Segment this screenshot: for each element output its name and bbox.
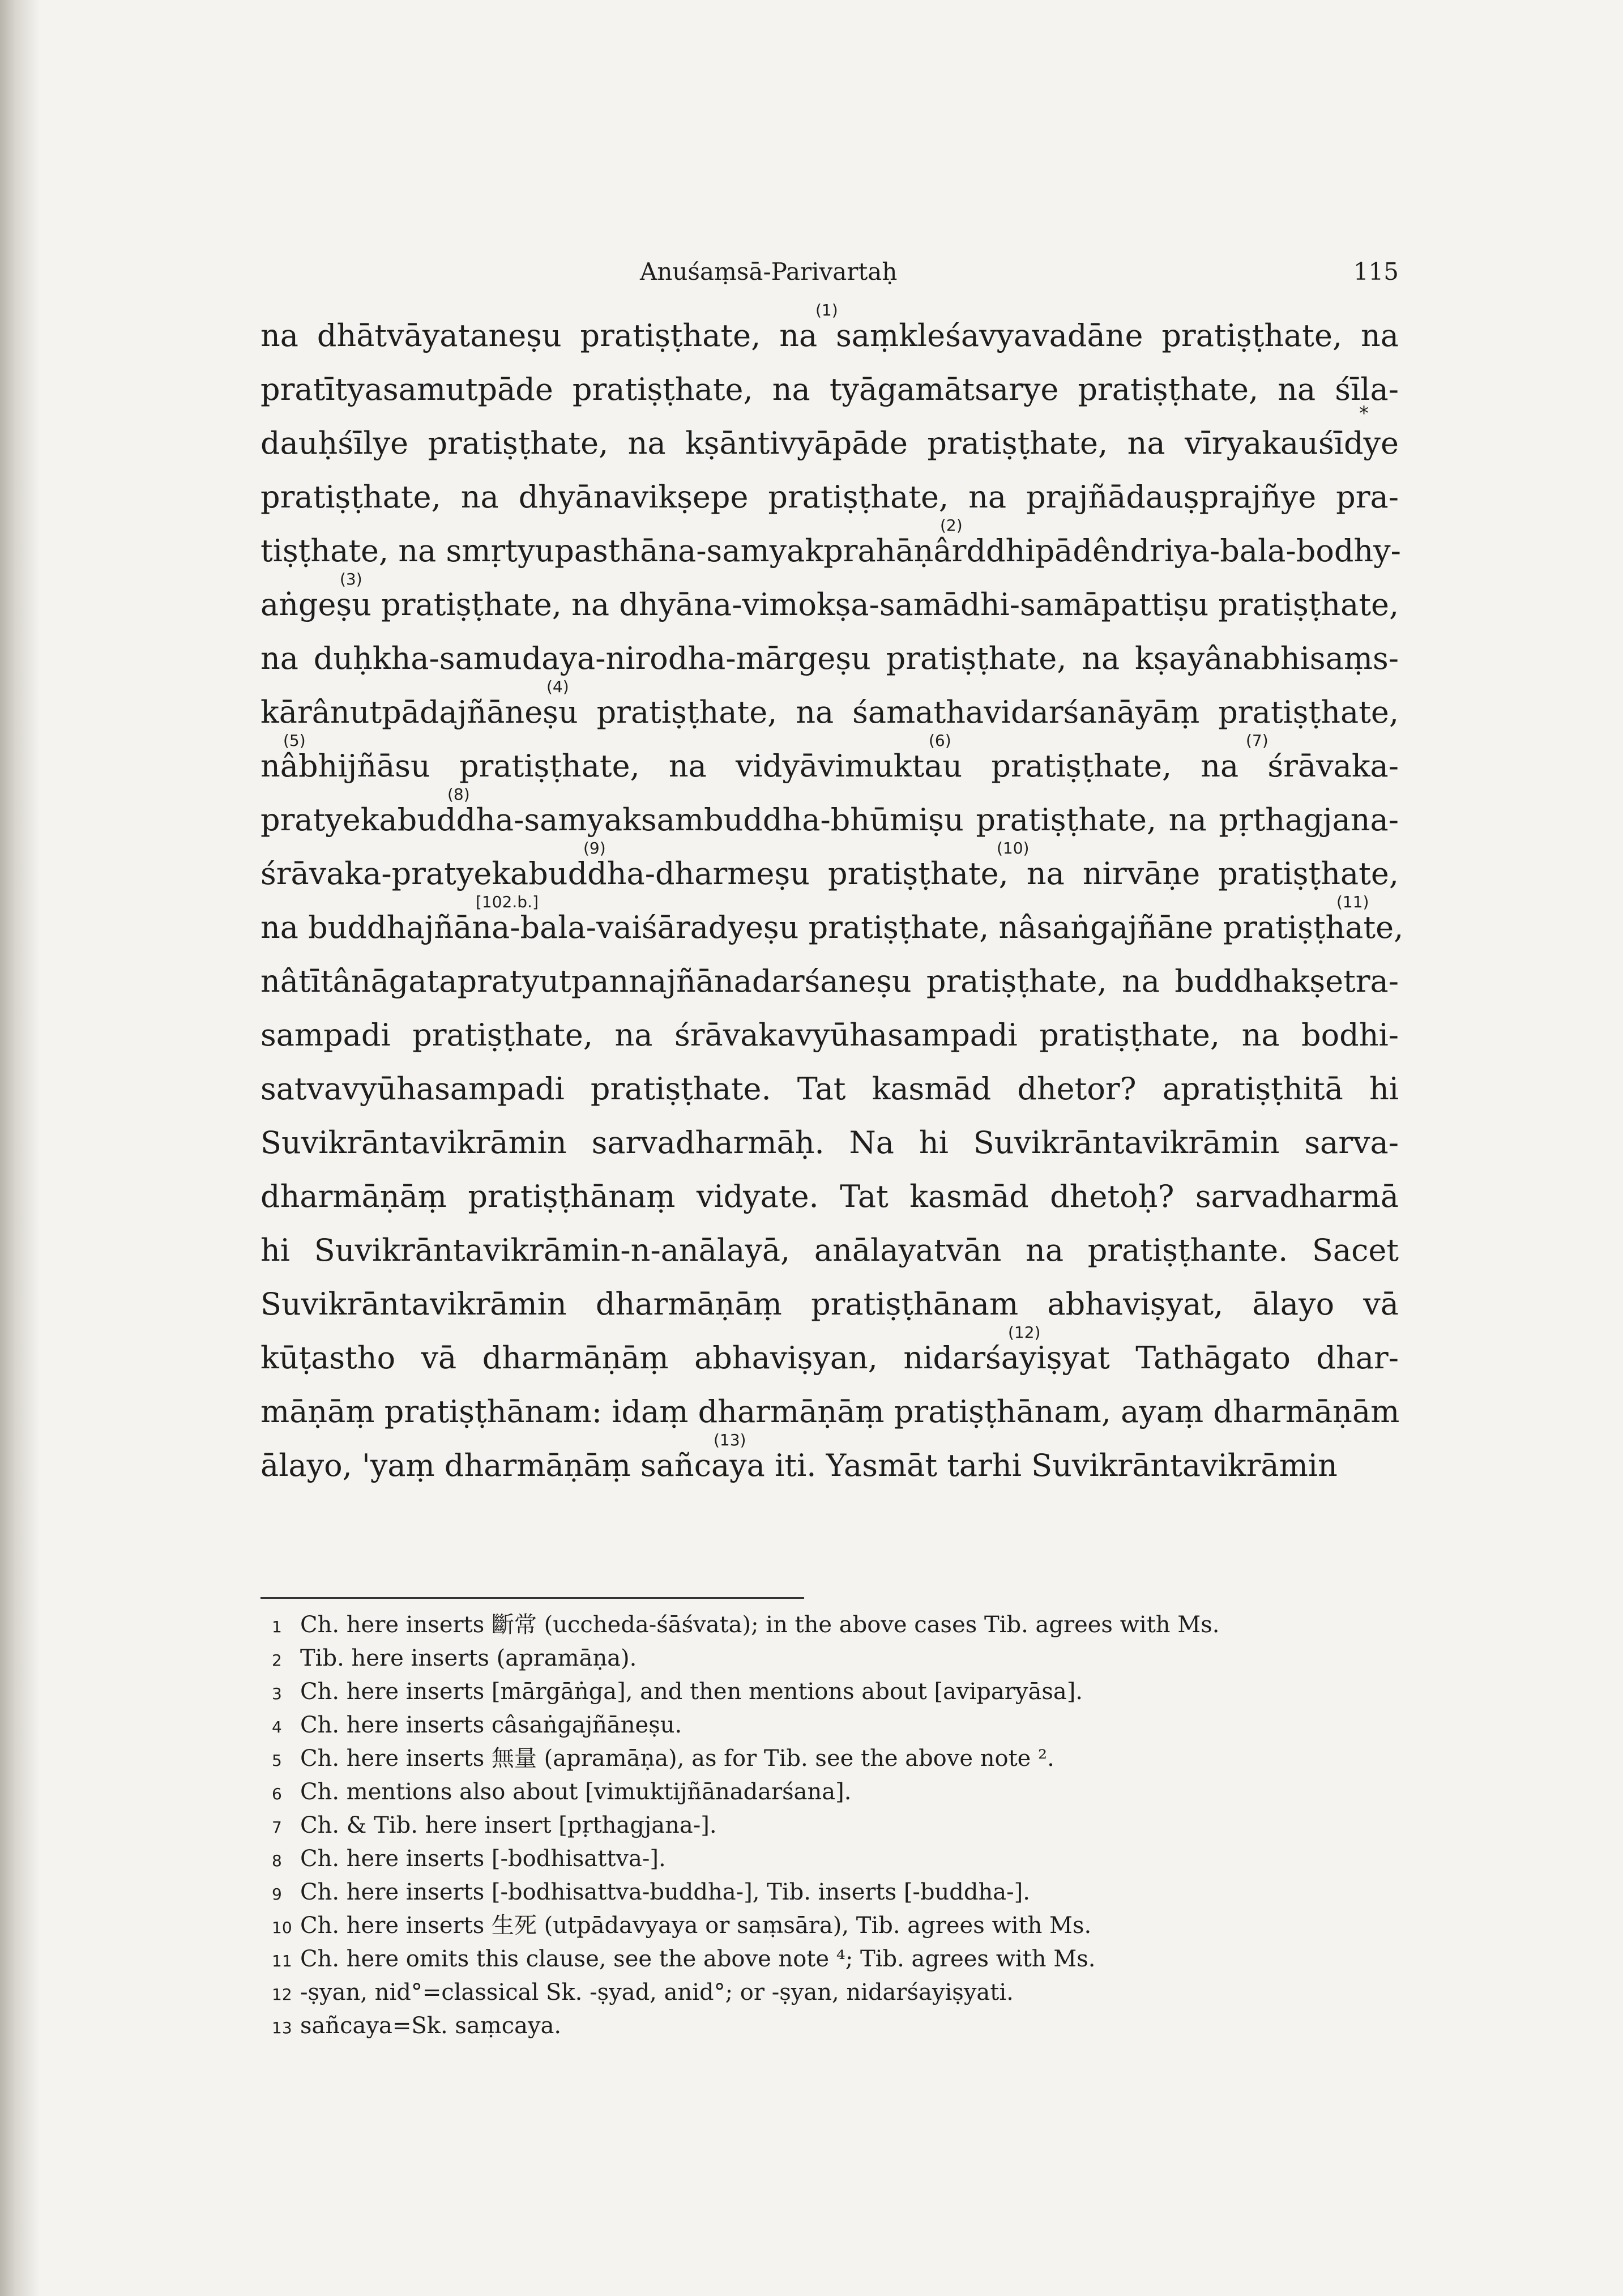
footnote-text: Ch. here inserts 生死 (utpādavyaya or saṃsāra), Tib. agrees with Ms. bbox=[300, 1913, 1092, 1939]
footnote bbox=[272, 1776, 1399, 1809]
text-line-content: kārânutpādajñāneṣu pratiṣṭhate, na śamathavidarśanāyāṃ pratiṣṭhate, bbox=[260, 694, 1399, 730]
footnote-number: 9 bbox=[272, 1885, 282, 1904]
footnote-marker: (7) bbox=[1246, 731, 1268, 750]
text-line bbox=[260, 1170, 1399, 1223]
text-line bbox=[260, 731, 1399, 793]
footnote-number: 2 bbox=[272, 1651, 282, 1670]
footnote bbox=[272, 1709, 1399, 1742]
footnote-marker: (9) bbox=[583, 839, 606, 857]
footnote-text: Ch. here inserts 斷常 (uccheda-śāśvata); in the above cases Tib. agrees with Ms. bbox=[300, 1612, 1220, 1638]
text-line-content: dharmāṇāṃ pratiṣṭhānaṃ vidyate. Tat kasmād dhetoḥ? sarvadharmā bbox=[260, 1179, 1399, 1214]
footnote-text: Ch. here inserts [mārgāṅga], and then mentions about [aviparyāsa]. bbox=[300, 1679, 1083, 1705]
text-line bbox=[260, 1062, 1399, 1116]
footnote-text: sañcaya=Sk. saṃcaya. bbox=[300, 2013, 562, 2039]
text-line bbox=[260, 893, 1404, 954]
text-line-content: Suvikrāntavikrāmin dharmāṇāṃ pratiṣṭhānam abhaviṣyat, ālayo vā bbox=[260, 1286, 1399, 1322]
footnote-marker: (3) bbox=[340, 570, 362, 588]
footnote bbox=[272, 1675, 1399, 1709]
footnote-marker: (12) bbox=[1008, 1323, 1041, 1342]
footnote bbox=[272, 1742, 1399, 1776]
text-line bbox=[260, 516, 1401, 578]
footnote-text: Ch. mentions also about [vimuktijñānadarśana]. bbox=[300, 1779, 852, 1805]
footnote bbox=[272, 1642, 1399, 1675]
footnote-number: 8 bbox=[272, 1851, 282, 1870]
text-line bbox=[260, 1008, 1399, 1062]
footnote-rule bbox=[260, 1597, 804, 1599]
footnote-text: -ṣyan, nid°=classical Sk. -ṣyad, anid°; or -ṣyan, nidarśayiṣyati. bbox=[300, 1979, 1014, 2005]
text-line-content: nâtītânāgatapratyutpannajñānadarśaneṣu pratiṣṭhate, na buddhakṣetra- bbox=[260, 963, 1399, 999]
text-line bbox=[260, 470, 1399, 524]
footnote-marker: (5) bbox=[283, 731, 306, 750]
footnote-marker: (13) bbox=[714, 1431, 746, 1449]
footnote-marker: (2) bbox=[940, 516, 963, 535]
footnote bbox=[272, 1943, 1399, 1976]
text-line bbox=[260, 839, 1399, 901]
footnote-marker: (6) bbox=[929, 731, 951, 750]
text-line-content: pratyekabuddha-samyaksambuddha-bhūmiṣu pratiṣṭhate, na pṛthagjana- bbox=[260, 802, 1399, 838]
text-line-content: na buddhajñāna-bala-vaiśāradyeṣu pratiṣṭhate, nâsaṅgajñāne pratiṣṭhate, bbox=[260, 910, 1404, 945]
text-line bbox=[260, 402, 1399, 470]
text-line bbox=[260, 1323, 1399, 1385]
footnote bbox=[272, 1608, 1399, 1642]
footnote-text: Ch. & Tib. here insert [pṛthagjana-]. bbox=[300, 1812, 717, 1838]
text-line-content: pratiṣṭhate, na dhyānavikṣepe pratiṣṭhate, na prajñādauṣprajñye pra- bbox=[260, 479, 1399, 515]
footnote-marker: (8) bbox=[447, 785, 470, 804]
footnote-text: Ch. here inserts [-bodhisattva-]. bbox=[300, 1846, 666, 1872]
page-reference-marker: [102.b.] bbox=[476, 893, 539, 911]
text-line-content: tiṣṭhate, na smṛtyupasthāna-samyakprahāṇârddhipādêndriya-bala-bodhy- bbox=[260, 533, 1401, 569]
text-line-content: satvavyūhasampadi pratiṣṭhate. Tat kasmād dhetor? apratiṣṭhitā hi bbox=[260, 1071, 1399, 1107]
footnote-marker: (4) bbox=[546, 677, 569, 696]
footnote bbox=[272, 1809, 1399, 1842]
footnote-number: 4 bbox=[272, 1718, 282, 1736]
footnote bbox=[272, 1976, 1399, 2009]
text-line-content: māṇāṃ pratiṣṭhānam: idaṃ dharmāṇāṃ pratiṣṭhānam, ayaṃ dharmāṇām bbox=[260, 1394, 1400, 1429]
text-line-content: sampadi pratiṣṭhate, na śrāvakavyūhasampadi pratiṣṭhate, na bodhi- bbox=[260, 1017, 1399, 1053]
text-line-content: ālayo, 'yaṃ dharmāṇāṃ sañcaya iti. Yasmāt tarhi Suvikrāntavikrāmin bbox=[260, 1448, 1338, 1483]
text-line bbox=[260, 954, 1399, 1008]
footnote bbox=[272, 2009, 1399, 2043]
text-line-content: pratītyasamutpāde pratiṣṭhate, na tyāgamātsarye pratiṣṭhate, na śīla- bbox=[260, 372, 1399, 407]
text-line bbox=[260, 1385, 1399, 1439]
text-line bbox=[260, 677, 1399, 739]
footnote-number: 3 bbox=[272, 1684, 282, 1703]
text-line-content: nâbhijñāsu pratiṣṭhate, na vidyāvimuktau pratiṣṭhate, na śrāvaka- bbox=[260, 748, 1399, 784]
footnote-number: 1 bbox=[272, 1618, 282, 1636]
text-line-content: hi Suvikrāntavikrāmin-n-anālayā, anālayatvān na pratiṣṭhante. Sacet bbox=[260, 1232, 1399, 1268]
text-line-content: dauḥśīlye pratiṣṭhate, na kṣāntivyāpāde pratiṣṭhate, na vīryakauśīdye bbox=[260, 425, 1399, 461]
text-line bbox=[260, 362, 1399, 416]
footnote bbox=[272, 1842, 1399, 1876]
footnote-marker: (1) bbox=[815, 301, 838, 319]
text-line-content: aṅgeṣu pratiṣṭhate, na dhyāna-vimokṣa-samādhi-samāpattiṣu pratiṣṭhate, bbox=[260, 587, 1399, 622]
running-title: Anuśaṃsā-Parivartaḥ bbox=[640, 258, 898, 285]
footnote-text: Ch. here inserts [-bodhisattva-buddha-], Tib. inserts [-buddha-]. bbox=[300, 1879, 1030, 1905]
text-line-content: kūṭastho vā dharmāṇāṃ abhaviṣyan, nidarśayiṣyat Tathāgato dhar- bbox=[260, 1340, 1399, 1376]
footnotes bbox=[272, 1608, 1399, 2043]
text-line bbox=[260, 785, 1399, 847]
text-line bbox=[260, 1431, 1399, 1492]
footnote-number: 13 bbox=[272, 2018, 292, 2037]
footnote-text: Ch. here inserts câsaṅgajñāneṣu. bbox=[300, 1712, 682, 1738]
text-line bbox=[260, 1223, 1399, 1277]
text-line-content: na dhātvāyataneṣu pratiṣṭhate, na saṃkleśavyavadāne pratiṣṭhate, na bbox=[260, 318, 1399, 353]
footnote-text: Ch. here inserts 無量 (apramāṇa), as for Tib. see the above note ². bbox=[300, 1746, 1054, 1772]
footnote-marker: (11) bbox=[1336, 893, 1369, 911]
footnote bbox=[272, 1909, 1399, 1943]
text-line-content: Suvikrāntavikrāmin sarvadharmāḥ. Na hi Suvikrāntavikrāmin sarva- bbox=[260, 1125, 1399, 1160]
scan-edge bbox=[0, 0, 40, 2296]
footnote-number: 6 bbox=[272, 1785, 282, 1803]
text-line-content: na duḥkha-samudaya-nirodha-mārgeṣu pratiṣṭhate, na kṣayânabhisaṃs- bbox=[260, 641, 1399, 676]
text-line bbox=[260, 631, 1399, 685]
text-line bbox=[260, 570, 1399, 631]
footnote-number: 12 bbox=[272, 1985, 292, 2004]
text-line bbox=[260, 1116, 1399, 1170]
footnote-marker: (10) bbox=[997, 839, 1030, 857]
footnote-text: Tib. here inserts (apramāṇa). bbox=[300, 1645, 637, 1671]
footnote-number: 10 bbox=[272, 1918, 292, 1937]
footnote-number: 11 bbox=[272, 1952, 292, 1970]
main-text bbox=[260, 301, 1404, 1492]
page-header bbox=[266, 258, 1399, 292]
footnote-text: Ch. here omits this clause, see the above note ⁴; Tib. agrees with Ms. bbox=[300, 1946, 1096, 1972]
text-line bbox=[260, 1277, 1399, 1331]
footnote-number: 7 bbox=[272, 1818, 282, 1837]
footnote-number: 5 bbox=[272, 1751, 282, 1770]
text-line bbox=[260, 301, 1399, 362]
footnote-marker: * bbox=[1359, 402, 1369, 425]
page-number: 115 bbox=[1353, 258, 1399, 285]
footnote bbox=[272, 1876, 1399, 1909]
text-line-content: śrāvaka-pratyekabuddha-dharmeṣu pratiṣṭhate, na nirvāṇe pratiṣṭhate, bbox=[260, 856, 1399, 891]
